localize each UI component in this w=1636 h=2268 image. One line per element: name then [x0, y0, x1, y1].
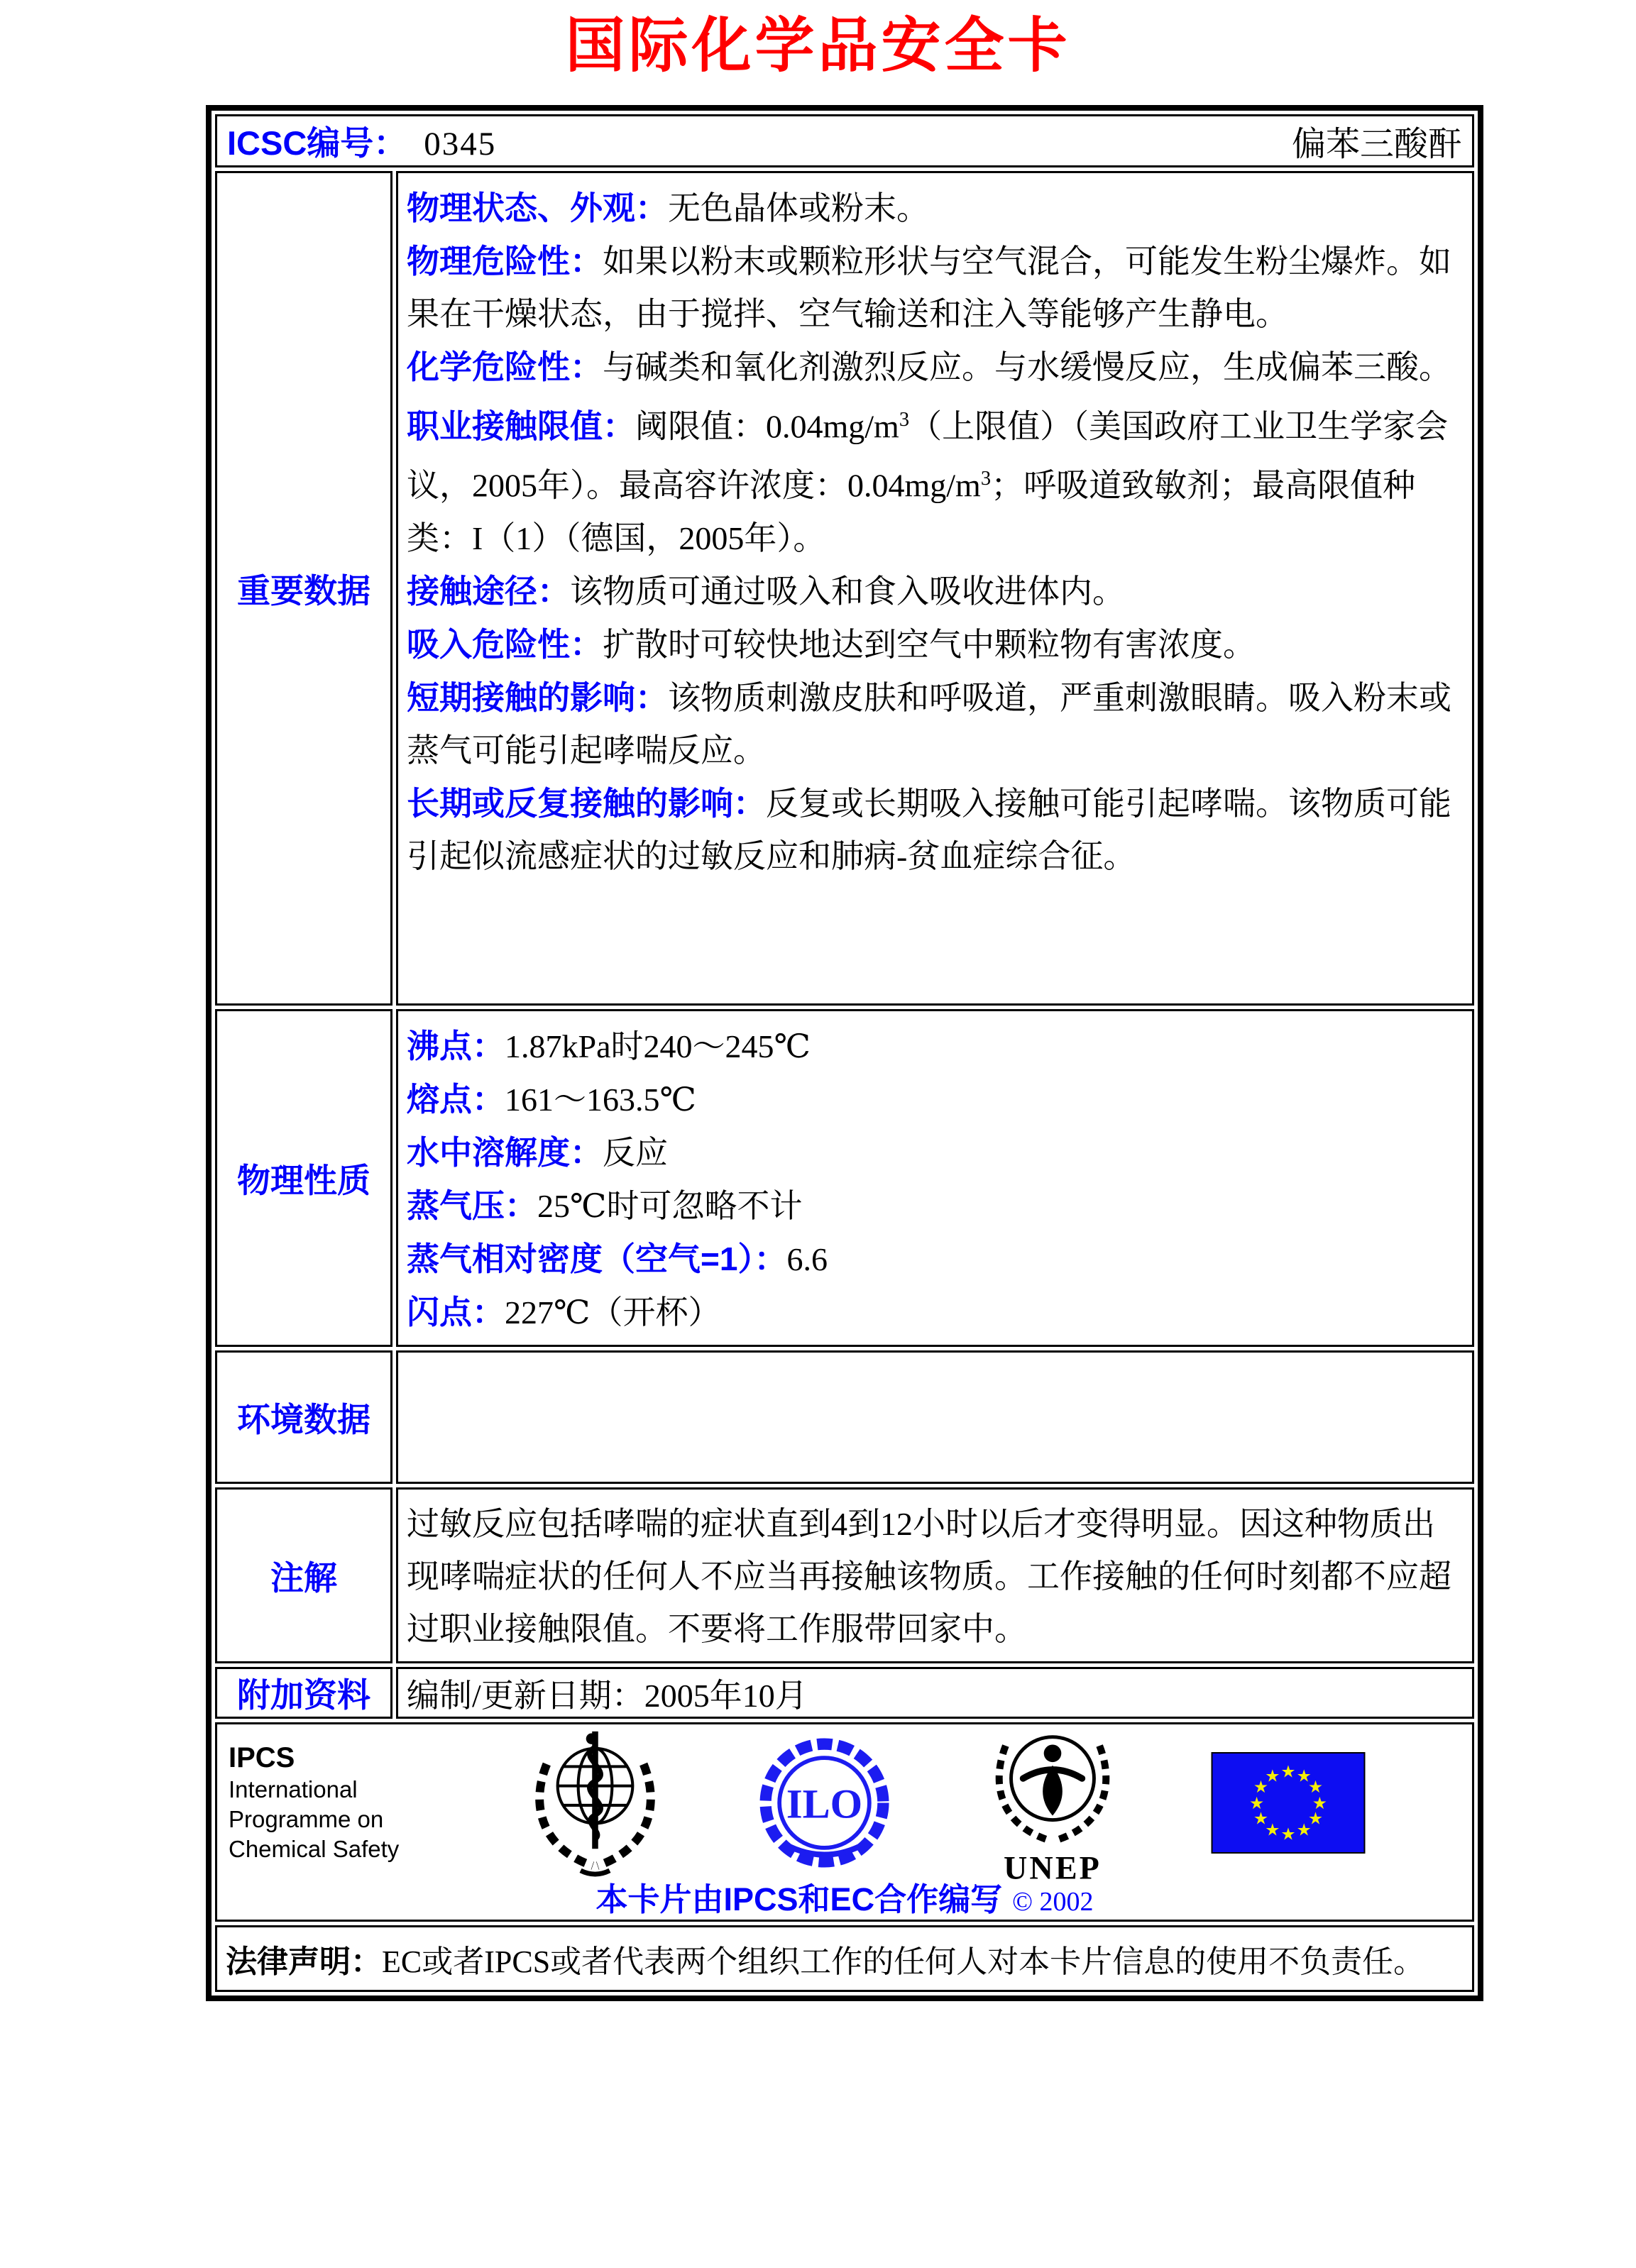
- field-text: 反复或长期吸入接触可能引起哮喘。该物质可能引起似流感症状的过敏反应和肺病-贫血症综合征。: [407, 785, 1451, 874]
- data-item: [407, 1073, 1462, 1126]
- field-text: 无色晶体或粉末。: [668, 190, 929, 226]
- ipcs-line-1: International: [229, 1776, 358, 1802]
- field-text: 扩散时可较快地达到空气中颗粒物有害浓度。: [603, 626, 1256, 663]
- notes-row: [215, 1487, 1474, 1663]
- ipcs-line-3: Chemical Safety: [229, 1836, 400, 1862]
- data-item: [407, 182, 1462, 235]
- svg-text:★: ★: [1249, 1793, 1265, 1813]
- field-text: 该物质刺激皮肤和呼吸道，严重刺激眼睛。吸入粉末或蒸气可能引起哮喘反应。: [407, 679, 1451, 769]
- svg-text:★: ★: [1265, 1819, 1280, 1839]
- field-label: 水中溶解度：: [407, 1134, 603, 1171]
- physical-properties-content: [396, 1009, 1474, 1347]
- field-label: 物理危险性：: [407, 243, 603, 280]
- field-label: 职业接触限值：: [407, 407, 635, 445]
- field-text: （上限值）（美国政府工业卫生学家会议，2005年）。最高容许浓度：0.04mg/m: [407, 408, 1449, 504]
- field-text: 1.87kPa时240～245℃: [505, 1028, 811, 1064]
- svg-text:★: ★: [1307, 1808, 1324, 1829]
- who-logo-icon: [522, 1723, 668, 1883]
- superscript: 3: [899, 409, 910, 431]
- field-text: 25℃时可忽略不计: [537, 1188, 803, 1224]
- icsc-number-group: [227, 117, 496, 165]
- svg-text:★: ★: [1296, 1819, 1312, 1839]
- important-data-content: [396, 171, 1474, 1006]
- data-item: [407, 1126, 1462, 1179]
- data-item: [407, 777, 1462, 883]
- data-item: [407, 1233, 1462, 1286]
- legal-cell: [215, 1925, 1474, 1992]
- svg-text:★: ★: [1280, 1761, 1296, 1782]
- data-item: [407, 235, 1462, 341]
- data-item: [407, 1179, 1462, 1233]
- icsc-card-table: [206, 105, 1483, 2001]
- svg-text:★: ★: [1265, 1765, 1280, 1785]
- ilo-logo-text: ILO: [786, 1780, 863, 1827]
- field-text: 6.6: [786, 1241, 828, 1277]
- field-label: 接触途径：: [407, 572, 570, 610]
- data-item: [407, 1286, 1462, 1339]
- field-label: 长期或反复接触的影响：: [407, 784, 766, 822]
- header-cell: [215, 114, 1474, 167]
- svg-text:★: ★: [1312, 1793, 1327, 1813]
- field-label: 吸入危险性：: [407, 625, 603, 663]
- field-text: ；呼吸道致敏剂；最高限值种类：I（1）（德国，2005年）。: [407, 467, 1416, 556]
- ipcs-line-2: Programme on: [229, 1806, 384, 1832]
- data-item: [407, 565, 1462, 618]
- additional-info-row: [215, 1667, 1474, 1719]
- field-text: 反应: [603, 1135, 668, 1171]
- data-item: [407, 341, 1462, 394]
- notes-content: [396, 1487, 1474, 1663]
- data-item: [407, 671, 1462, 777]
- section-label-environmental-data: 环境数据: [215, 1350, 392, 1484]
- legal-label: 法律声明：: [226, 1944, 382, 1979]
- chemical-name: 偏苯三酸酐: [1291, 126, 1462, 163]
- footer-row: [215, 1722, 1474, 1922]
- section-label-physical-properties: 物理性质: [215, 1009, 392, 1347]
- section-label-notes: 注解: [215, 1487, 392, 1663]
- unep-logo-icon: [982, 1717, 1124, 1888]
- icsc-number-label: ICSC编号：: [227, 124, 407, 162]
- field-label: 熔点：: [407, 1081, 505, 1118]
- section-label-important-data: 重要数据: [215, 171, 392, 1006]
- field-text: 161～163.5℃: [505, 1081, 696, 1118]
- svg-text:★: ★: [1253, 1776, 1269, 1797]
- field-label: 蒸气压：: [407, 1187, 537, 1224]
- icsc-number-value: 0345: [424, 126, 497, 163]
- data-item: [407, 394, 1462, 565]
- field-label: 短期接触的影响：: [407, 678, 668, 716]
- ipcs-acronym: IPCS: [229, 1742, 295, 1773]
- ilo-logo-icon: [755, 1734, 894, 1872]
- unep-logo-text: UNEP: [1003, 1849, 1102, 1886]
- physical-properties-row: [215, 1009, 1474, 1347]
- svg-text:★: ★: [1296, 1765, 1312, 1785]
- section-label-additional-info: 附加资料: [215, 1667, 392, 1719]
- legal-text: EC或者IPCS或者代表两个组织工作的任何人对本卡片信息的使用不负责任。: [382, 1944, 1425, 1979]
- eu-flag-icon: [1211, 1752, 1366, 1854]
- superscript: 3: [980, 468, 992, 490]
- svg-text:★: ★: [1307, 1776, 1324, 1797]
- field-label: 沸点：: [407, 1028, 505, 1064]
- additional-info-content: 编制/更新日期：2005年10月: [396, 1667, 1474, 1719]
- field-label: 化学危险性：: [407, 348, 603, 385]
- footer-caption-text: 本卡片由IPCS和EC合作编写: [595, 1881, 1003, 1917]
- notes-text: 过敏反应包括哮喘的症状直到4到12小时以后才变得明显。因这种物质出现哮喘症状的任何人不应当再接触该物质。工作接触的任何时刻都不应超过职业接触限值。不要将工作服带回家中。: [407, 1506, 1451, 1647]
- important-data-row: [215, 171, 1474, 1006]
- header-row: [215, 114, 1474, 167]
- field-text: 该物质可通过吸入和食入吸收进体内。: [570, 573, 1125, 610]
- field-text: 如果以粉末或颗粒形状与空气混合，可能发生粉尘爆炸。如果在干燥状态，由于搅拌、空气输送和注入等能够产生静电。: [407, 243, 1451, 332]
- footer-copyright: © 2002: [1012, 1887, 1094, 1917]
- field-label: 蒸气相对密度（空气=1）：: [407, 1240, 787, 1277]
- svg-text:★: ★: [1280, 1823, 1296, 1844]
- data-item: [407, 1020, 1462, 1073]
- environmental-data-content: [396, 1350, 1474, 1484]
- legal-row: [215, 1925, 1474, 1992]
- svg-text:★: ★: [1253, 1808, 1269, 1829]
- logo-strip: [217, 1730, 1472, 1886]
- ipcs-text-block: [229, 1741, 434, 1864]
- environmental-data-row: [215, 1350, 1474, 1484]
- data-item: [407, 618, 1462, 671]
- footer-caption: [217, 1873, 1472, 1920]
- footer-cell: [215, 1722, 1474, 1922]
- field-label: 闪点：: [407, 1294, 505, 1331]
- field-label: 物理状态、外观：: [407, 189, 668, 226]
- field-text: 阈限值：0.04mg/m: [635, 408, 899, 445]
- field-text: 227℃（开杯）: [505, 1294, 721, 1331]
- page-title: 国际化学品安全卡: [565, 10, 1071, 80]
- field-text: 与碱类和氧化剂激烈反应。与水缓慢反应，生成偏苯三酸。: [603, 349, 1451, 385]
